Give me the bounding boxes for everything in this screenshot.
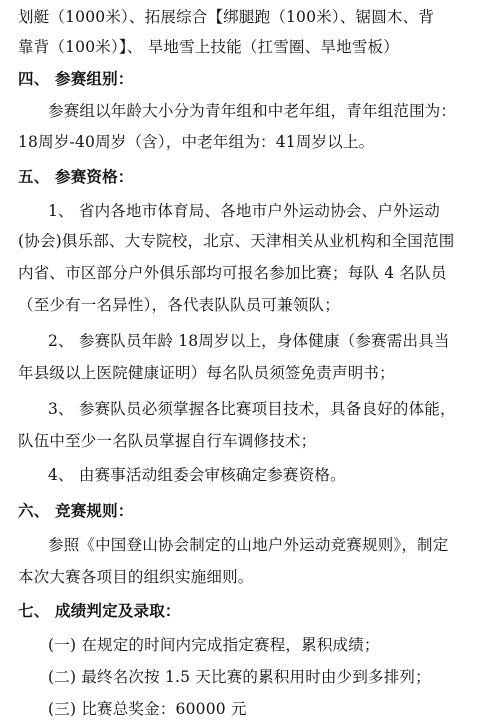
list-item-1-line-4: （至少有一名异性），各代表队队员可兼领队； (18, 296, 340, 314)
list-item-3-line-2: 队伍中至少一名队员掌握自行车调修技术； (18, 432, 317, 450)
text-line-1: 划艇（1000米）、拓展综合【绑腿跑（100米）、锯圆木、背 (18, 8, 435, 26)
section-heading-4: 四、 参赛组别： (18, 70, 134, 88)
text-line-5: 参照《中国登山协会制定的山地户外运动竞赛规则》，制定 (48, 536, 449, 554)
text-line-2: 靠背（100米）】、 旱地雪上技能（扛雪圈、旱地雪板） (18, 38, 399, 56)
text-line-4: 18周岁-40周岁（含），中老年组为：41周岁以上。 (18, 133, 375, 151)
section-heading-7: 七、 成绩判定及录取： (18, 602, 181, 620)
list-item-3-line-1: 3、 参赛队员必须掌握各比赛项目技术，具备良好的体能， (48, 400, 456, 418)
list-item-4-line-1: 4、 由赛事活动组委会审核确定参赛资格。 (48, 466, 346, 484)
section-heading-5: 五、 参赛资格： (18, 168, 134, 186)
rule-item-3: (三) 比赛总奖金：60000 元 (48, 700, 247, 718)
text-line-6: 本次大赛各项目的组织实施细则。 (18, 568, 254, 586)
list-item-2-line-1: 2、 参赛队员年龄 18周岁以上，身体健康（参赛需出具当 (48, 332, 450, 350)
section-heading-6: 六、 竞赛规则： (18, 502, 134, 520)
list-item-1-line-3: 内省、市区部分户外俱乐部均可报名参加比赛；每队 4 名队员 (18, 264, 447, 282)
list-item-2-line-2: 年县级以上医院健康证明）每名队员须签免责声明书； (18, 364, 395, 382)
text-line-3: 参赛组以年龄大小分为青年组和中老年组，青年组范围为： (48, 102, 457, 120)
list-item-1-line-2: (协会)俱乐部、大专院校，北京、天津相关从业机构和全国范围 (18, 232, 455, 250)
rule-item-2: (二) 最终名次按 1.5 天比赛的累积用时由少到多排列； (48, 668, 431, 686)
rule-item-1: (一) 在规定的时间内完成指定赛程，累积成绩； (48, 636, 380, 654)
list-item-1-line-1: 1、 省内各地市体育局、各地市户外运动协会、户外运动 (48, 202, 440, 220)
